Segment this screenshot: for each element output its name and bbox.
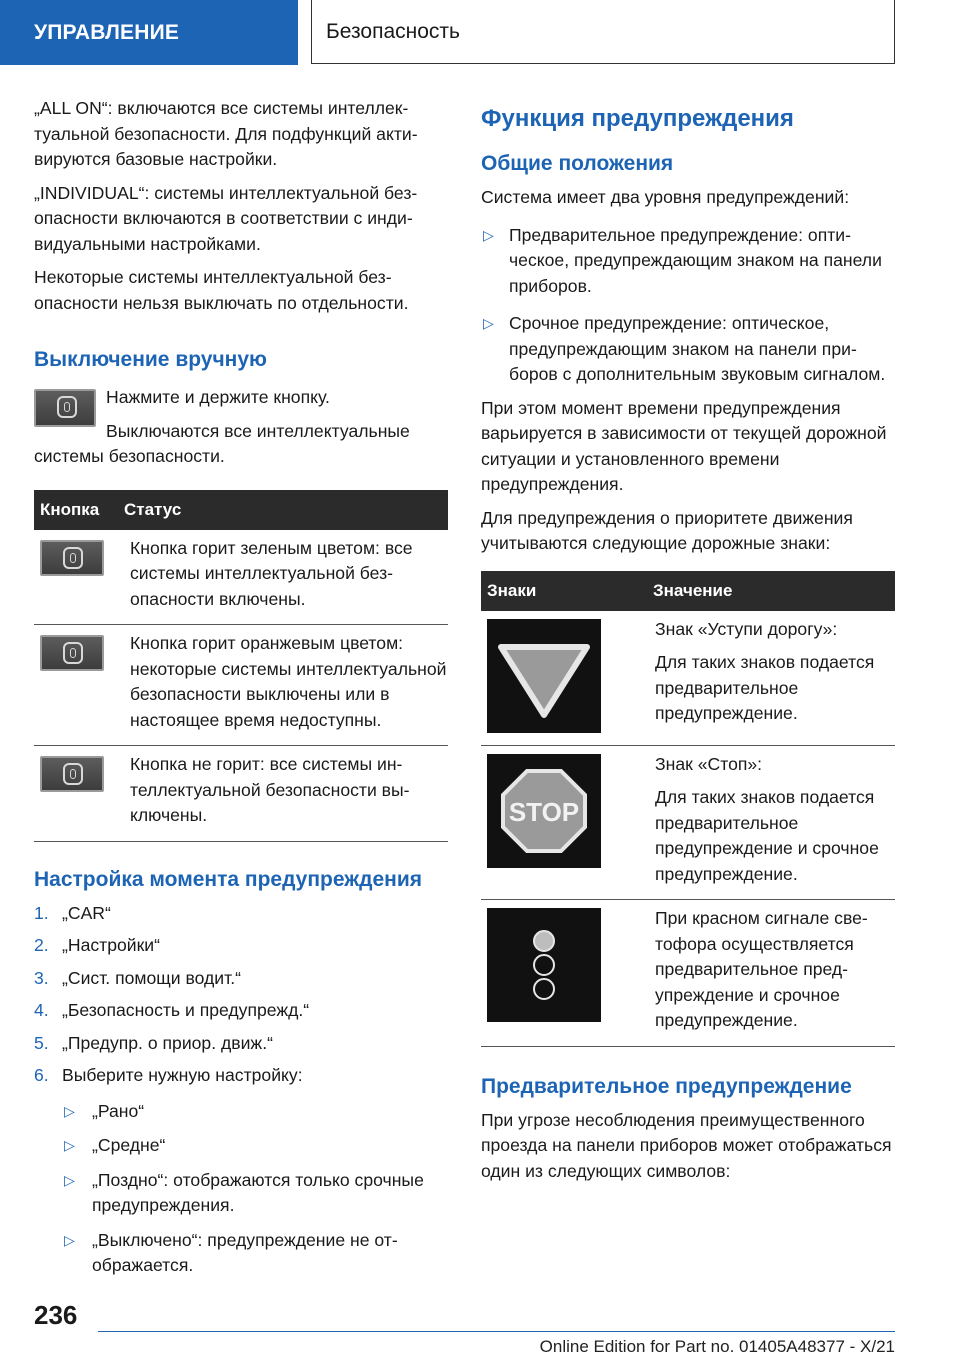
meaning-text: Для таких знаков подается предварительное предупреждение и срочное предупреждение. [655,787,879,884]
traffic-light-image [487,908,601,1022]
step-text: „Настройки“ [62,935,160,955]
safety-button-icon [57,396,77,418]
option-text: „Средне“ [92,1135,166,1155]
step-number: 3. [34,967,49,988]
level-text: Срочное предупреждение: оптическое, предупреждающим знаком на панели приборов с дополнительным звуковым сигналом. [509,313,886,384]
manual-off-block [34,385,448,470]
level-item [481,223,895,300]
option-text: „Поздно“: отображаются только срочные предупреждения. [92,1169,424,1215]
col-header-status: Статус [118,490,448,530]
step-text: Выберите нужную настройку: [62,1065,303,1085]
table-cell-button [34,746,118,842]
col-header-signs: Знаки [481,571,647,611]
table-cell-status: Кнопка горит оранжевым цветом: некоторые системы интеллектуальной безопасности выключены или в настоящее время недоступны. [118,625,448,746]
level-item [481,311,895,388]
pre-warning-heading: Предварительное предупреждение [481,1074,852,1098]
footer-divider [98,1331,895,1332]
general-text: Система имеет два уровня предупреждений: [481,187,850,207]
table-row [34,625,448,746]
table-cell-button [34,625,118,746]
table-cell-meaning [647,611,895,746]
button-orange-image [40,635,104,671]
option-item [34,1133,448,1159]
step-number: 6. [34,1065,49,1085]
meaning-title: Знак «Уступи дорогу»: [655,618,838,639]
traffic-light-icon [487,908,601,1022]
bullet-triangle-icon: ▷ [483,226,494,243]
bullet-triangle-icon: ▷ [64,1102,75,1119]
intro-individual: „INDIVIDUAL“: системы интеллектуальной безопасности включаются в соответствии с индивидуальными настройками. [34,182,418,254]
intro-note: Некоторые системы интеллектуальной безопасности нельзя выключать по отдельности. [34,267,409,313]
step-text: „Сист. помощи водит.“ [62,967,241,988]
bullet-triangle-icon: ▷ [483,315,494,331]
table-cell-status: Кнопка не горит: все системы интеллектуальной безопасности выключены. [118,746,448,842]
list-item [34,998,448,1024]
option-item [34,1168,448,1219]
option-text: „Рано“ [92,1100,145,1121]
table-cell-sign [481,745,647,900]
step-number: 1. [34,902,49,923]
list-item [34,933,448,959]
list-item [34,1031,448,1057]
yield-sign-icon [487,619,601,733]
warning-time-heading: Настройка момента предупреждения [34,867,423,891]
safety-button-image [34,389,96,427]
yield-sign-image [487,619,601,733]
meaning-text: При красном сигнале светофора осуществляется предварительное предупреждение и срочное предупреждение. [655,908,868,1030]
button-off-image [40,756,104,792]
option-item [34,1099,448,1125]
section-tab: УПРАВЛЕНИЕ [0,0,298,65]
stop-sign-text: STOP [508,796,580,827]
pre-warning-text: При угрозе несоблюдения преимущественного проезда на панели приборов может отображаться один из следующих символов: [481,1109,892,1181]
table-cell-sign [481,611,647,746]
table-header-row [481,571,895,611]
table-row [34,530,448,625]
manual-off-heading: Выключение вручную [34,348,267,371]
stop-sign-image [487,754,601,868]
table-cell-status: Кнопка горит зеленым цветом: все системы интеллектуальной безопасности включены. [118,530,448,625]
bullet-triangle-icon: ▷ [64,1171,75,1188]
table-row [34,746,448,842]
col-header-meaning: Значение [647,571,895,611]
stop-sign-icon [487,754,601,868]
table-row [481,900,895,1047]
table-row [481,745,895,900]
edition-text: Online Edition for Part no. 01405A48377 - X/21 [539,1337,895,1356]
option-item [34,1228,448,1279]
safety-button-icon [63,642,83,664]
left-column [34,96,448,1288]
list-item [34,966,448,992]
button-status-table [34,490,448,842]
safety-button-icon [63,763,83,785]
meaning-text: Для таких знаков подается предварительное предупреждение. [655,652,875,723]
signs-intro-text: Для предупреждения о приоритете движения учитываются следующие дорожные знаки: [481,507,853,553]
timing-text: При этом момент времени предупреждения варьируется в зависимости от текущей дорожной ситуации и установленного времени предупреждения. [481,397,887,494]
step-text: „CAR“ [62,902,111,923]
step-number: 2. [34,935,49,955]
page-number: 236 [34,1300,78,1330]
intro-all-on: „ALL ON“: включаются все системы интеллектуальной безопасности. Для подфункций активируются базовые настройки. [34,98,418,169]
step-text: „Безопасность и предупрежд.“ [62,1000,310,1020]
list-item [34,901,448,927]
manual-result-span: Выключаются все интеллектуальные системы безопасности. [34,420,410,466]
table-cell-button [34,530,118,625]
step-number: 5. [34,1032,49,1053]
button-green-image [40,540,104,576]
table-header-row [34,490,448,530]
table-row [481,611,895,746]
meaning-title: Знак «Стоп»: [655,753,763,774]
table-cell-meaning [647,745,895,900]
option-text: „Выключено“: предупреждение не отображается. [92,1229,398,1275]
table-cell-sign [481,900,647,1047]
general-heading: Общие положения [481,152,674,175]
list-item [34,1063,448,1089]
bullet-triangle-icon: ▷ [64,1137,75,1153]
manual-result-text [34,419,448,470]
page-title: Безопасность [311,0,895,64]
step-number: 4. [34,1000,49,1020]
manual-press-text: Нажмите и держите кнопку. [106,387,330,407]
step-text: „Предупр. о приор. движ.“ [62,1032,273,1053]
col-header-button: Кнопка [34,490,118,530]
right-column [481,96,895,1192]
signs-table [481,571,895,1047]
table-cell-meaning [647,900,895,1047]
safety-button-icon [63,547,83,569]
level-text: Предварительное предупреждение: оптическое, предупреждающим знаком на панели приборов. [509,224,882,296]
warning-function-heading: Функция предупреждения [481,105,794,132]
bullet-triangle-icon: ▷ [64,1231,75,1248]
